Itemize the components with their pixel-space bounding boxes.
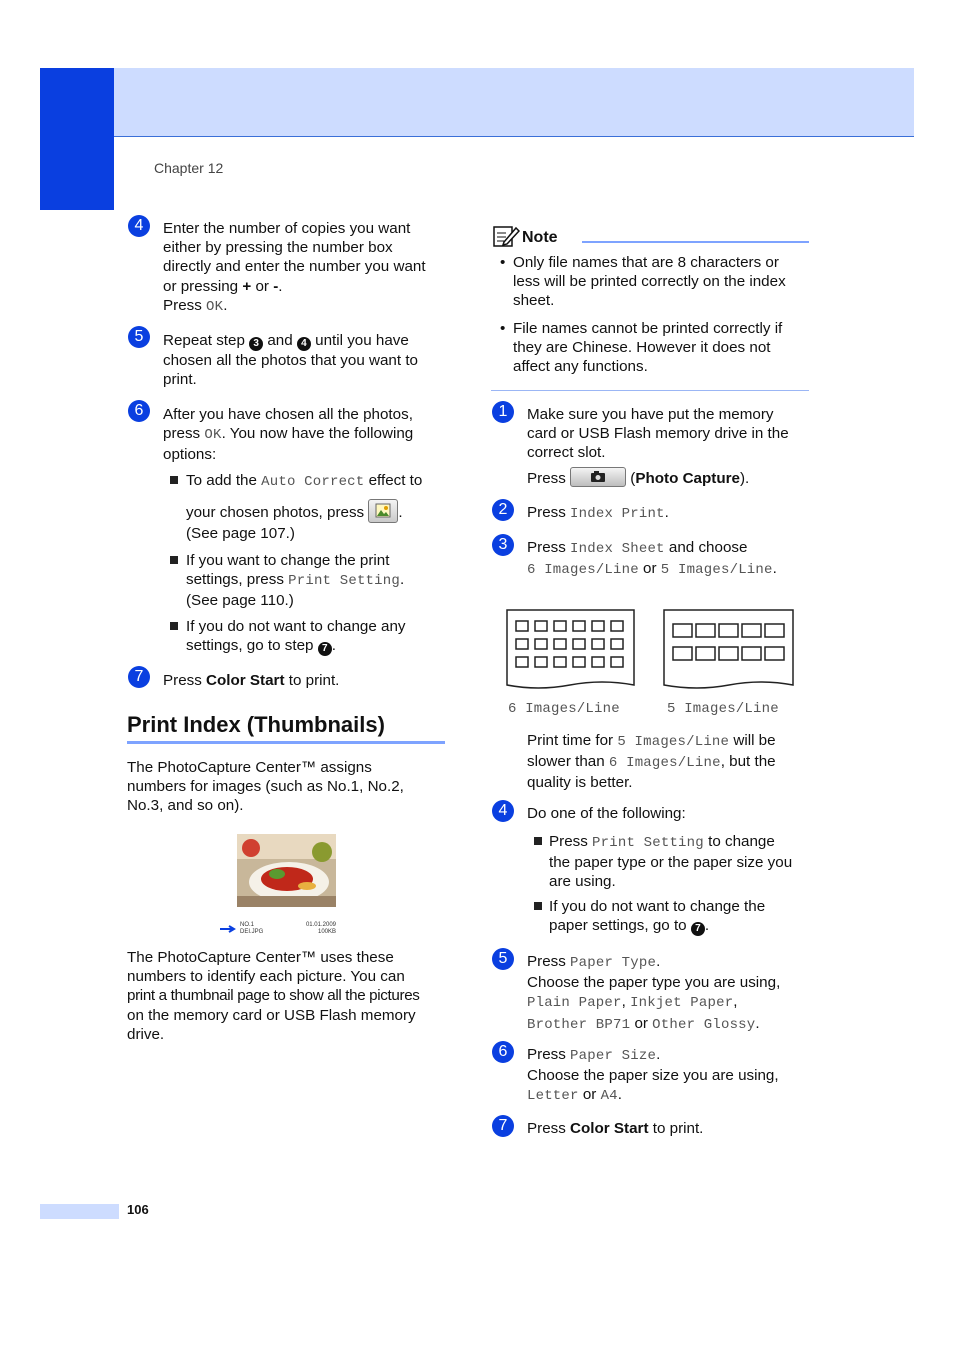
step-number-4-right: 4 bbox=[492, 800, 514, 822]
bullet-square bbox=[534, 902, 542, 910]
intro-paragraph: The PhotoCapture Center™ assigns numbers for images (such as No.1, No.2, No.3, and so on). bbox=[127, 759, 404, 815]
paper-setting-bullet: Press Print Setting to change the paper type or the paper size you are using. bbox=[549, 833, 793, 891]
note-icon-wrap bbox=[492, 224, 520, 253]
step-number-6-right: 6 bbox=[492, 1041, 514, 1063]
index-sheet-6-icon bbox=[506, 609, 636, 693]
page-number-bar bbox=[40, 1204, 119, 1219]
right-step-5-text: Press Paper Type. Choose the paper type you are using, Plain Paper, Inkjet Paper, Brother BP71 or Other Glossy. bbox=[527, 953, 781, 1033]
left-step-6-text: After you have chosen all the photos, press OK. You now have the following options: bbox=[163, 406, 414, 464]
note-bullet-1: Only file names that are 8 characters or less will be printed correctly on the index sheet. bbox=[513, 254, 786, 310]
thumbnail-caption-left: NO.1 DEI.JPG bbox=[240, 922, 264, 935]
step-number-1: 1 bbox=[492, 401, 514, 423]
bullet-square bbox=[534, 837, 542, 845]
step-ref-7: 7 bbox=[691, 922, 705, 936]
step-number-3: 3 bbox=[492, 534, 514, 556]
thumbnail-caption-right: 01.01.2009 100KB bbox=[305, 922, 336, 935]
right-step-3-text: Press Index Sheet and choose 6 Images/Line or 5 Images/Line. bbox=[527, 539, 777, 579]
print-time-paragraph: Print time for 5 Images/Line will be slower than 6 Images/Line, but the quality is better. bbox=[527, 732, 776, 792]
thumbnail-arrow bbox=[220, 920, 238, 938]
print-setting-bullet: If you want to change the print settings, press Print Setting. (See page 110.) bbox=[186, 552, 405, 610]
step-ref-3: 3 bbox=[249, 337, 263, 351]
photo-capture-button[interactable] bbox=[570, 467, 626, 487]
note-bottom-rule bbox=[491, 390, 809, 391]
arrow-right-icon bbox=[220, 925, 238, 933]
auto-correct-bullet: To add the Auto Correct effect to bbox=[186, 472, 423, 490]
section-title: Print Index (Thumbnails) bbox=[127, 712, 385, 737]
left-step-4-text: Enter the number of copies you want either by pressing the number box directly and enter the number you want or pressing + or -. Press OK. bbox=[163, 220, 426, 315]
bullet-square bbox=[170, 622, 178, 630]
note-title-rule bbox=[582, 241, 809, 243]
left-step-7-text: Press Color Start to print. bbox=[163, 672, 340, 689]
right-step-7-text: Press Color Start to print. bbox=[527, 1120, 704, 1137]
left-step-5-text: Repeat step 3 and 4 until you have chosen all the photos that you want to print. bbox=[163, 332, 418, 389]
step-number-7: 7 bbox=[128, 666, 150, 688]
right-step-2-text: Press Index Print. bbox=[527, 504, 669, 522]
diagram-label-5: 5 Images/Line bbox=[667, 701, 779, 717]
six-images-diagram bbox=[506, 609, 636, 698]
step-number-5-right: 5 bbox=[492, 948, 514, 970]
diagram-label-6: 6 Images/Line bbox=[508, 701, 620, 717]
five-images-diagram bbox=[663, 609, 795, 698]
thumbnail-photo bbox=[237, 834, 336, 907]
step-number-5: 5 bbox=[128, 326, 150, 348]
auto-correct-button[interactable] bbox=[368, 499, 398, 523]
no-change-bullet: If you do not want to change any settings, go to step 7 . bbox=[186, 618, 406, 655]
section-title-rule bbox=[127, 741, 445, 744]
food-photo-image bbox=[237, 834, 336, 907]
step-number-6: 6 bbox=[128, 400, 150, 422]
right-step-6-text: Press Paper Size. Choose the paper size you are using, Letter or A4. bbox=[527, 1046, 779, 1105]
pencil-note-icon bbox=[492, 224, 520, 248]
skip-paper-bullet: If you do not want to change the paper settings, go to 7 . bbox=[549, 898, 766, 935]
bullet-square bbox=[170, 556, 178, 564]
page-number: 106 bbox=[127, 1202, 149, 1217]
camera-icon bbox=[571, 468, 625, 486]
bullet-square bbox=[170, 476, 178, 484]
chapter-side-tab bbox=[40, 68, 114, 210]
chapter-label: Chapter 12 bbox=[154, 160, 224, 176]
note-bullet-2: File names cannot be printed correctly if they are Chinese. However it does not affect any functions. bbox=[513, 320, 783, 376]
step-number-2: 2 bbox=[492, 499, 514, 521]
usage-paragraph: The PhotoCapture Center™ uses these numbers to identify each picture. You can print a thumbnail page to show all the pictures on the memory card or USB Flash memory drive. bbox=[127, 949, 420, 1043]
step-ref-7: 7 bbox=[318, 642, 332, 656]
header-band bbox=[114, 68, 914, 137]
right-step-1-text: Make sure you have put the memory card or USB Flash memory drive in the correct slot. bbox=[527, 406, 789, 462]
note-title: Note bbox=[522, 229, 558, 246]
right-step-4-text: Do one of the following: bbox=[527, 805, 686, 822]
step-number-4: 4 bbox=[128, 215, 150, 237]
step-number-7-right: 7 bbox=[492, 1115, 514, 1137]
index-sheet-5-icon bbox=[663, 609, 795, 693]
step-ref-4: 4 bbox=[297, 337, 311, 351]
auto-correct-icon bbox=[369, 500, 397, 522]
